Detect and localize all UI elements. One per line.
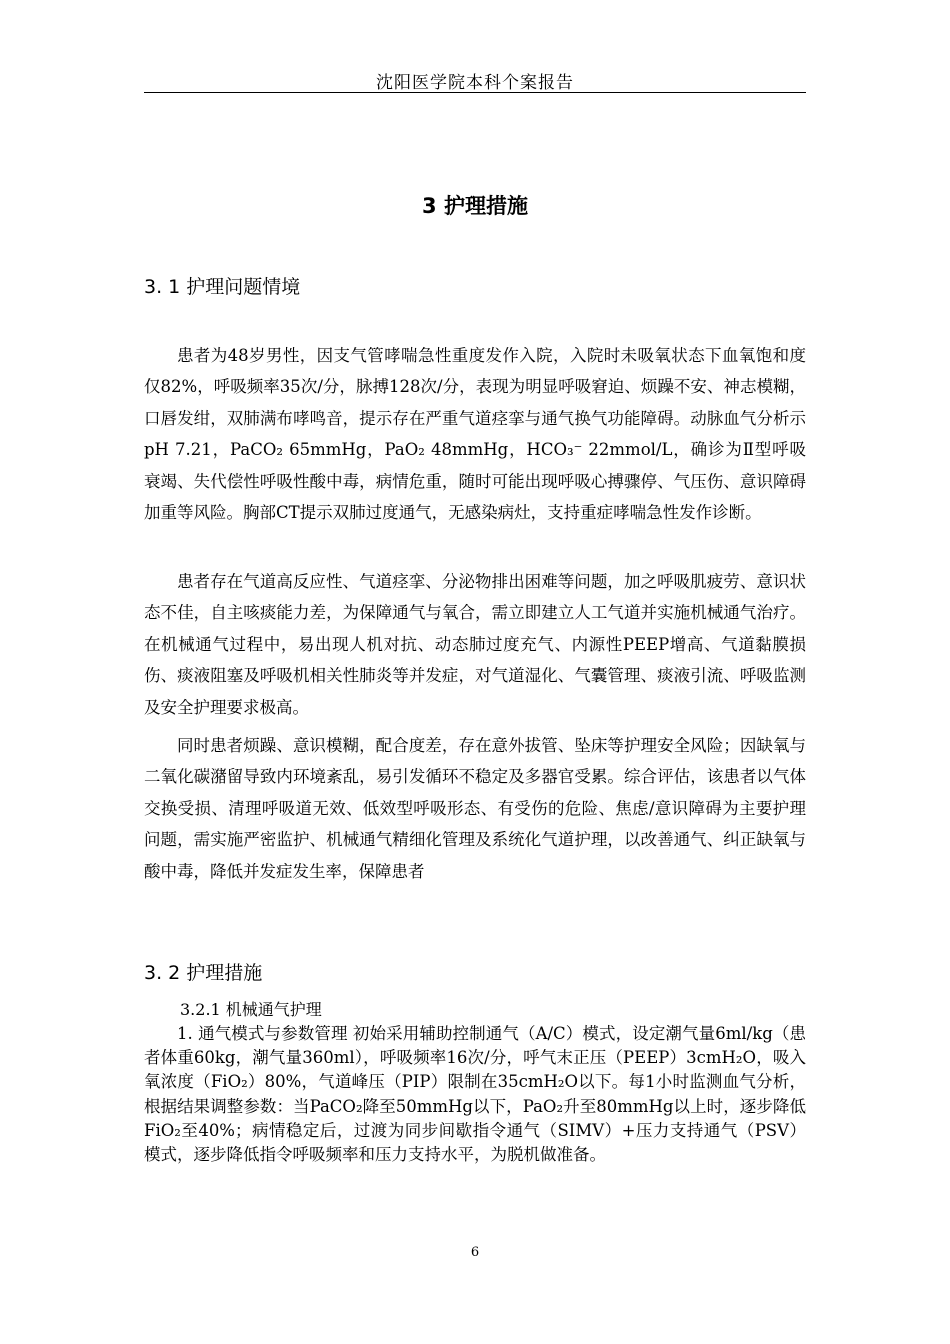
page-number: 6 xyxy=(470,1245,480,1260)
chapter-title: 3 护理措施 xyxy=(422,194,528,218)
body-paragraph: 同时患者烦躁、意识模糊，配合度差，存在意外拔管、坠床等护理安全风险；因缺氧与二氧化碳潴留导致内环境紊乱，易引发循环不稳定及多器官受累。综合评估，该患者以气体交换受损、清理呼吸道无效、低效型呼吸形态、有受伤的危险、焦虑/意识障碍为主要护理问题，需实施严密监护、机械通气精细化管理及系统化气道护理，以改善通气、纠正缺氧与酸中毒，降低并发症发生率，保障患者 xyxy=(144,736,806,881)
body-paragraph: 1. 通气模式与参数管理 初始采用辅助控制通气（A/C）模式，设定潮气量6ml/kg（患者体重60kg，潮气量360ml），呼吸频率16次/分，呼气末正压（PEEP）3cmH₂O，吸入氧浓度（FiO₂）80%，气道峰压（PIP）限制在35cmH₂O以下。每1小时监测血气分析，根据结果调整参数：当PaCO₂降至50mmHg以下，PaO₂升至80mmHg以上时，逐步降低FiO₂至40%；病情稳定后，过渡为同步间歇指令通气（SIMV）+压力支持通气（PSV）模式，逐步降低指令呼吸频率和压力支持水平，为脱机做准备。 xyxy=(144,1024,806,1165)
body-paragraph: 患者存在气道高反应性、气道痉挛、分泌物排出困难等问题，加之呼吸肌疲劳、意识状态不佳，自主咳痰能力差，为保障通气与氧合，需立即建立人工气道并实施机械通气治疗。在机械通气过程中，易出现人机对抗、动态肺过度充气、内源性PEEP增高、气道黏膜损伤、痰液阻塞及呼吸机相关性肺炎等并发症，对气道湿化、气囊管理、痰液引流、呼吸监测及安全护理要求极高。 xyxy=(144,572,806,717)
section-title-3-2: 3. 2 护理措施 xyxy=(144,962,263,984)
header-divider xyxy=(144,92,806,93)
subsection-title: 3.2.1 机械通气护理 xyxy=(180,1000,322,1019)
section-title-3-1: 3. 1 护理问题情境 xyxy=(144,276,301,298)
page-header: 沈阳医学院本科个案报告 xyxy=(376,73,574,93)
body-paragraph: 患者为48岁男性，因支气管哮喘急性重度发作入院，入院时未吸氧状态下血氧饱和度仅82%，呼吸频率35次/分，脉搏128次/分，表现为明显呼吸窘迫、烦躁不安、神志模糊，口唇发绀，双肺满布哮鸣音，提示存在严重气道痉挛与通气换气功能障碍。动脉血气分析示pH 7.21，PaCO₂ 65mmHg，PaO₂ 48mmHg，HCO₃⁻ 22mmol/L，确诊为Ⅱ型呼吸衰竭、失代偿性呼吸性酸中毒，病情危重，随时可能出现呼吸心搏骤停、气压伤、意识障碍加重等风险。胸部CT提示双肺过度通气，无感染病灶，支持重症哮喘急性发作诊断。 xyxy=(144,346,806,523)
